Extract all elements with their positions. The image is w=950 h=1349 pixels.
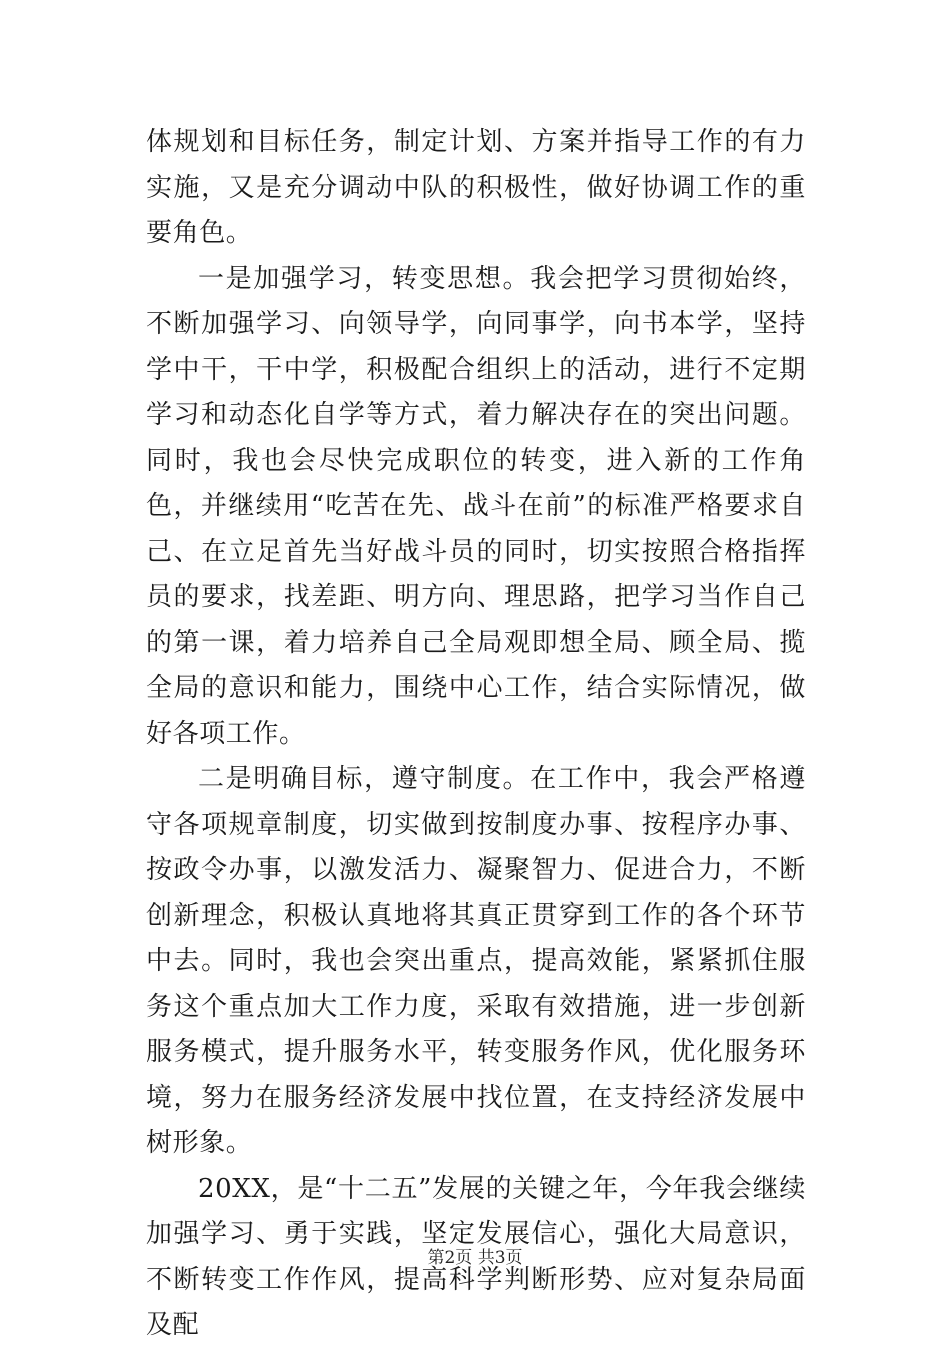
paragraph-study: 一是加强学习，转变思想。我会把学习贯彻始终，不断加强学习、向领导学，向同事学，向书本学，坚持学中干，干中学，积极配合组织上的活动，进行不定期学习和动态化自学等方式，着力解决存在的突出问题。同时，我也会尽快完成职位的转变，进入新的工作角色，并继续用“吃苦在先、战斗在前”的标准严格要求自己、在立足首先当好战斗员的同时，切实按照合格指挥员的要求，找差距、明方向、理思路，把学习当作自己的第一课，着力培养自己全局观即想全局、顾全局、揽全局的意识和能力，围绕中心工作，结合实际情况，做好各项工作。 <box>146 263 806 749</box>
paragraph-continuation: 体规划和目标任务，制定计划、方案并指导工作的有力实施，又是充分调动中队的积极性，做好协调工作的重要角色。 <box>146 127 806 248</box>
page-footer: 第2页 共3页 <box>427 1248 523 1268</box>
body-text <box>146 120 806 1349</box>
paragraph-year-plan: 20XX，是“十二五”发展的关键之年，今年我会继续加强学习、勇于实践，坚定发展信心，强化大局意识，不断转变工作作风，提高科学判断形势、应对复杂局面及配 <box>146 1173 806 1340</box>
paragraph-goals: 二是明确目标，遵守制度。在工作中，我会严格遵守各项规章制度，切实做到按制度办事、按程序办事、按政令办事，以激发活力、凝聚智力、促进合力，不断创新理念，积极认真地将其真正贯穿到工作的各个环节中去。同时，我也会突出重点，提高效能，紧紧抓住服务这个重点加大工作力度，采取有效措施，进一步创新服务模式，提升服务水平，转变服务作风，优化服务环境，努力在服务经济发展中找位置，在支持经济发展中树形象。 <box>146 764 806 1158</box>
